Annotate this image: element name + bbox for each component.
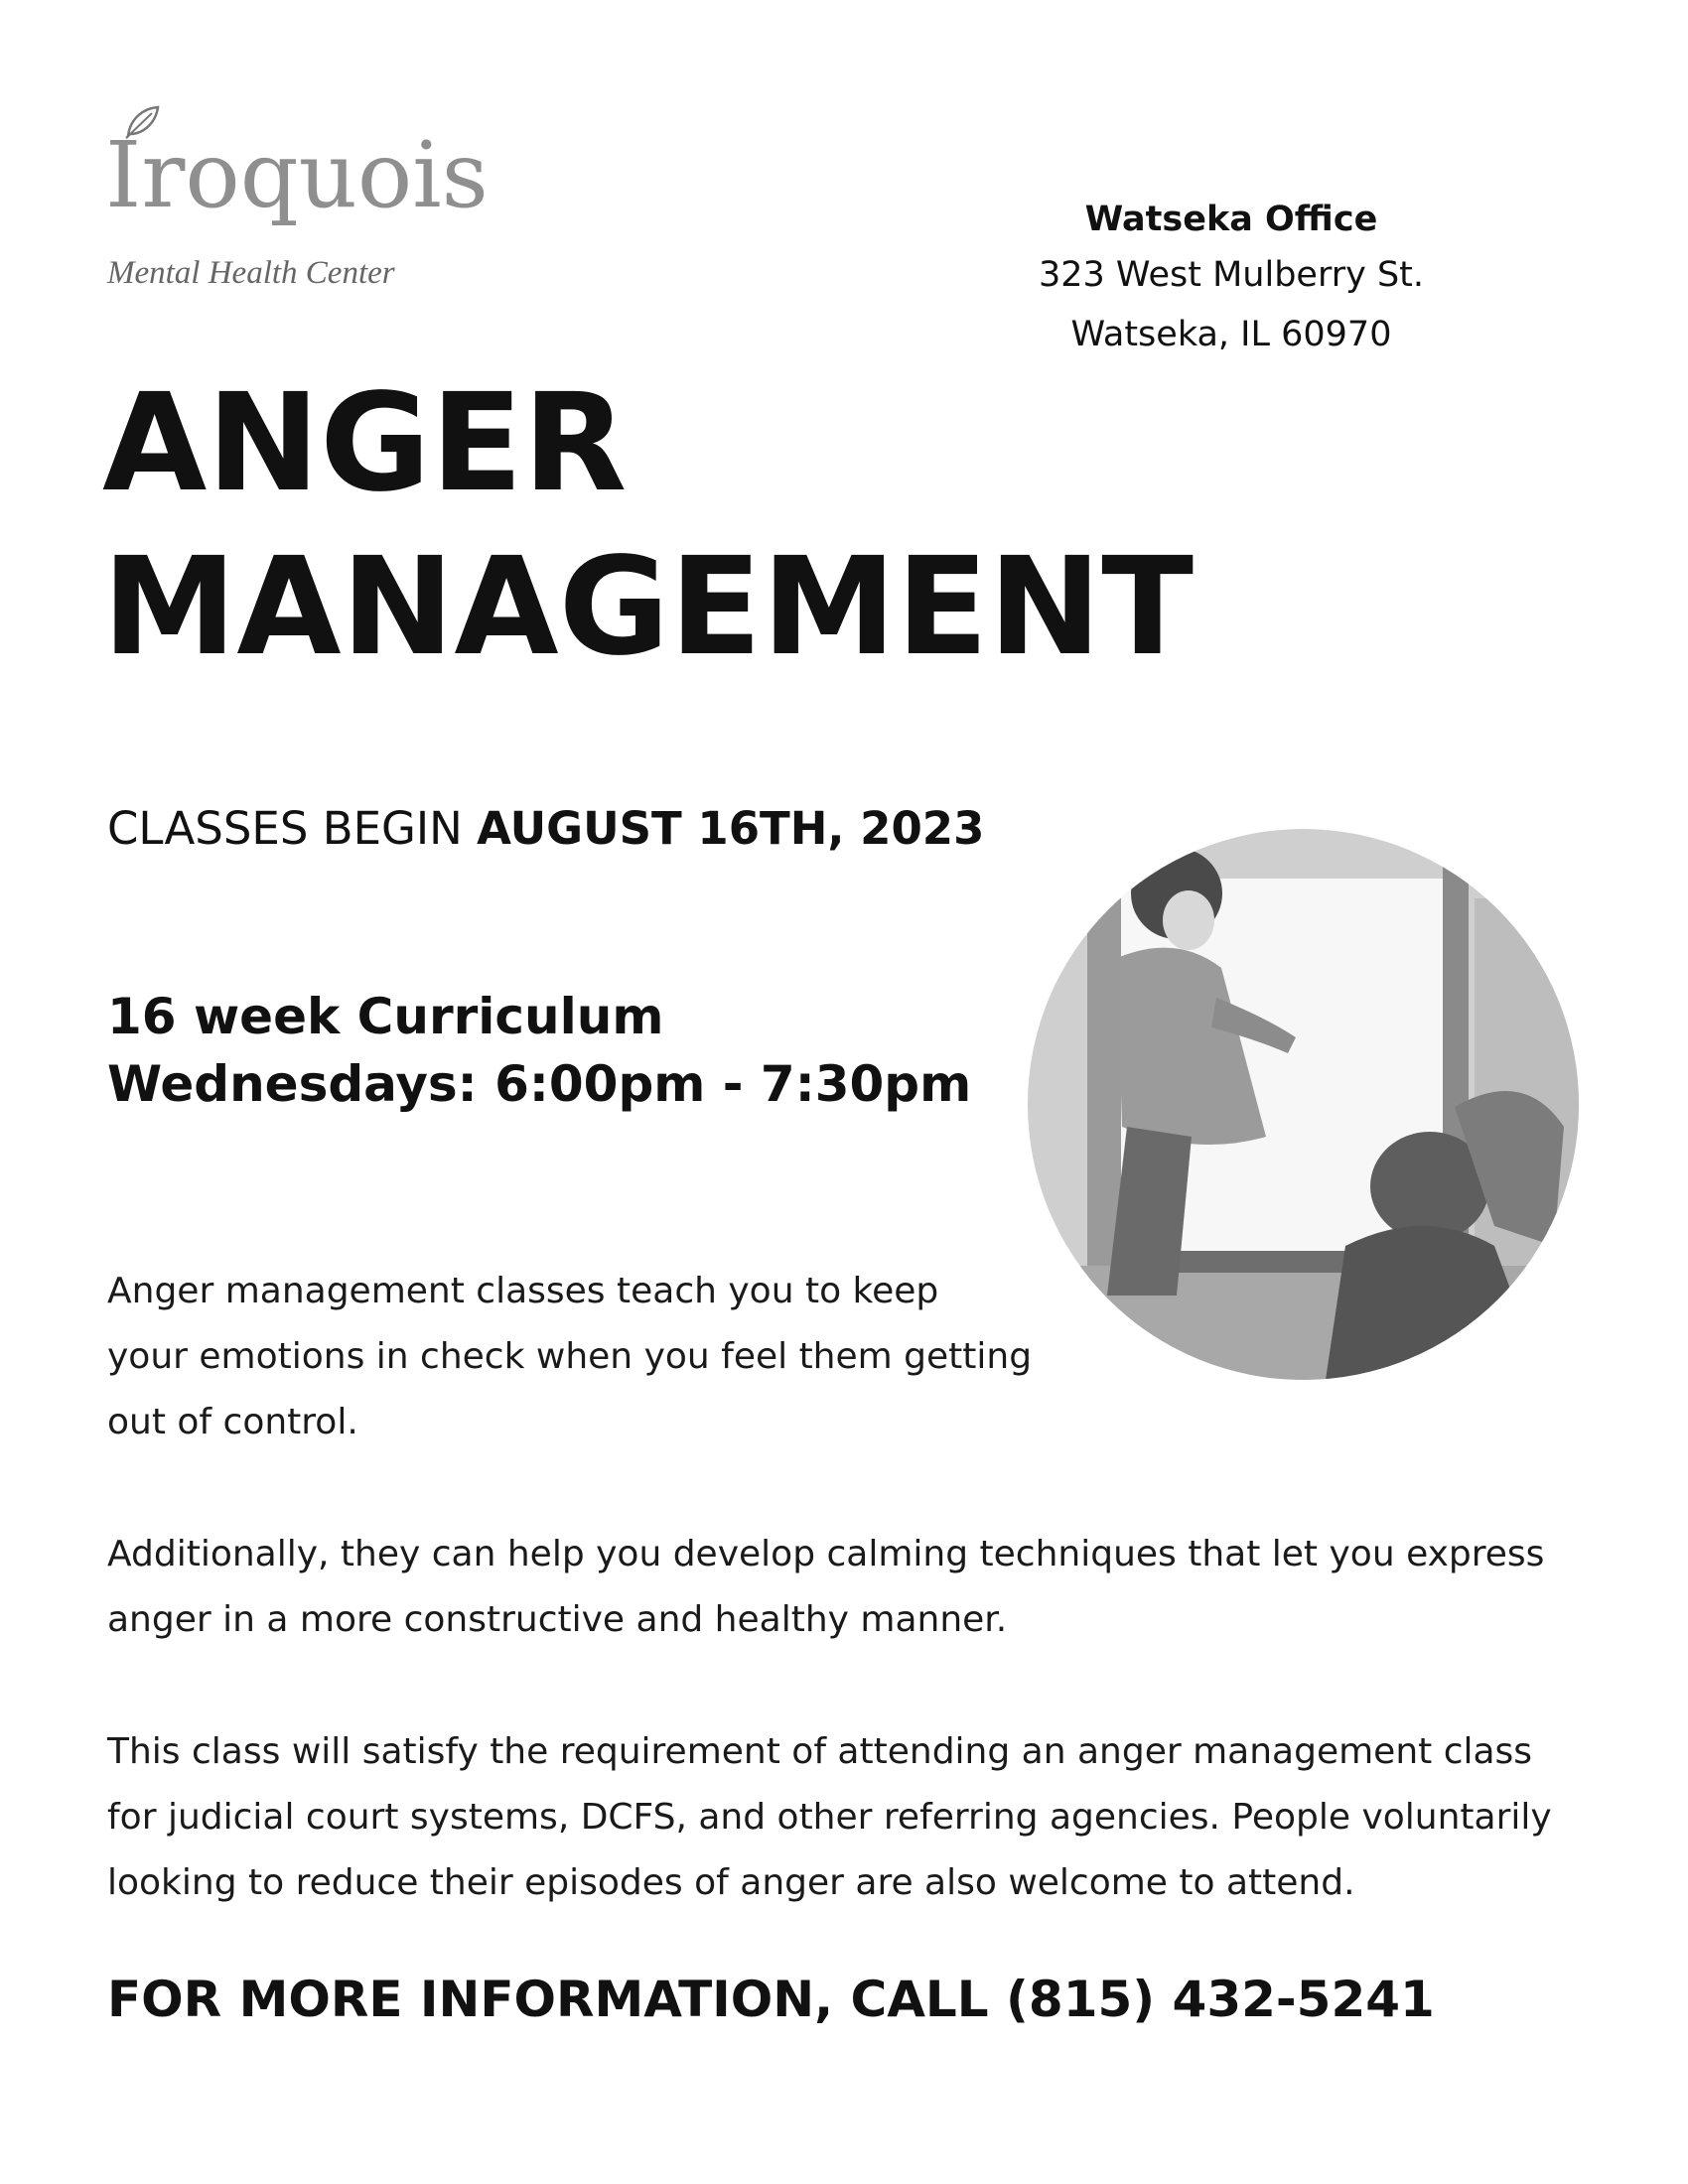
page-title (102, 362, 1194, 690)
paragraph-line: looking to reduce their episodes of anger are also welcome to attend. (107, 1862, 1355, 1903)
logo-name: Iroquois (105, 122, 489, 228)
paragraph-line: This class will satisfy the requirement of attending an anger management class (107, 1731, 1533, 1772)
classes-date: AUGUST 16TH, 2023 (477, 802, 985, 855)
photo-illustration (1028, 829, 1579, 1380)
paragraph-intro (107, 1259, 1032, 1455)
title-line-1: ANGER (102, 365, 628, 522)
contact-call-line: FOR MORE INFORMATION, CALL (815) 432-5241 (107, 1971, 1435, 2028)
paragraph-line: out of control. (107, 1402, 358, 1442)
organization-logo (105, 104, 489, 303)
classes-prefix: CLASSES BEGIN (107, 802, 463, 855)
circular-photo (1028, 829, 1579, 1380)
office-address-block (1003, 199, 1460, 373)
paragraph-requirement (107, 1719, 1552, 1916)
title-line-2: MANAGEMENT (102, 529, 1195, 686)
logo-subtitle: Mental Health Center (107, 255, 395, 291)
classes-begin-line (107, 802, 984, 855)
schedule-block (107, 983, 971, 1118)
paragraph-line: Additionally, they can help you develop calming techniques that let you express (107, 1534, 1545, 1574)
office-street: 323 West Mulberry St. (1038, 255, 1425, 295)
paragraph-line: for judicial court systems, DCFS, and other referring agencies. People voluntarily (107, 1797, 1552, 1838)
office-title: Watseka Office (1084, 200, 1378, 239)
paragraph-line: Anger management classes teach you to keep (107, 1271, 939, 1311)
office-city: Watseka, IL 60970 (1070, 315, 1392, 354)
paragraph-line: your emotions in check when you feel them getting (107, 1336, 1033, 1377)
class-time: Wednesdays: 6:00pm - 7:30pm (107, 1055, 972, 1113)
paragraph-techniques (107, 1522, 1544, 1653)
curriculum-length: 16 week Curriculum (107, 988, 664, 1045)
paragraph-line: anger in a more constructive and healthy manner. (107, 1599, 1008, 1640)
